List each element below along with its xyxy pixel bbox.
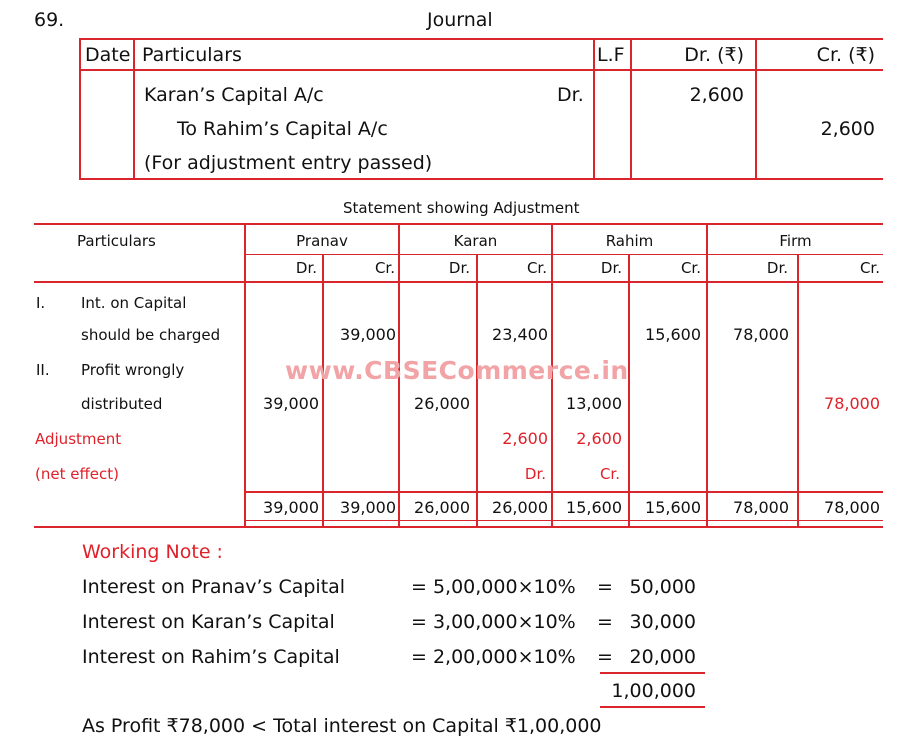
row-i-number: I.: [36, 294, 46, 312]
total-firm-cr: 78,000: [824, 498, 880, 517]
sum-rule-bottom: [600, 706, 705, 708]
row-ii-number: II.: [36, 361, 50, 379]
row-ii-karan-dr: 26,000: [414, 394, 470, 413]
narration: (For adjustment entry passed): [144, 152, 433, 174]
journal-bottom-rule: [79, 178, 883, 180]
sum-rule-top: [600, 672, 705, 674]
interest-line-calc: = 2,00,000×10%: [411, 646, 576, 668]
adjustment-rahim-dr: 2,600: [576, 429, 622, 448]
credit-account: To Rahim’s Capital A/c: [177, 118, 388, 140]
sub-header-dr: Dr.: [295, 259, 317, 277]
sub-header-cr: Cr.: [859, 259, 880, 277]
sub-header-dr: Dr.: [766, 259, 788, 277]
date-header: Date: [85, 44, 131, 66]
adjustment-sublabel: (net effect): [35, 465, 120, 483]
interest-line-result: 50,000: [629, 576, 696, 598]
adjustment-karan-note: Dr.: [524, 465, 546, 483]
group-header-karan: Karan: [453, 232, 498, 250]
total-rahim-dr: 15,600: [566, 498, 622, 517]
total-rahim-cr: 15,600: [645, 498, 701, 517]
statement-title: Statement showing Adjustment: [343, 199, 580, 217]
sub-header-cr: Cr.: [680, 259, 701, 277]
interest-line-calc: = 5,00,000×10%: [411, 576, 576, 598]
journal-top-rule: [79, 38, 883, 40]
interest-total: 1,00,000: [611, 680, 696, 702]
group-header-pranav: Pranav: [296, 232, 348, 250]
lf-header: L.F: [597, 44, 625, 66]
total-karan-dr: 26,000: [414, 498, 470, 517]
question-number: 69.: [34, 9, 65, 31]
total-pranav-cr: 39,000: [340, 498, 396, 517]
total-pranav-dr: 39,000: [263, 498, 319, 517]
row-ii-rahim-dr: 13,000: [566, 394, 622, 413]
row-ii-label-line2: distributed: [81, 395, 163, 413]
row-i-label-line2: should be charged: [81, 326, 221, 344]
interest-line-equals: =: [597, 576, 613, 598]
interest-line-label: Interest on Rahim’s Capital: [82, 646, 340, 668]
debit-account: Karan’s Capital A/c: [144, 84, 324, 106]
particulars-header: Particulars: [142, 44, 242, 66]
row-i-rahim-cr: 15,600: [645, 325, 701, 344]
cr-header: Cr. (₹): [816, 44, 875, 66]
row-i-karan-cr: 23,400: [492, 325, 548, 344]
interest-line-equals: =: [597, 646, 613, 668]
interest-line-label: Interest on Karan’s Capital: [82, 611, 335, 633]
group-header-firm: Firm: [779, 232, 812, 250]
row-ii-label-line1: Profit wrongly: [81, 361, 185, 379]
row-i-pranav-cr: 39,000: [340, 325, 396, 344]
interest-line-result: 30,000: [629, 611, 696, 633]
row-i-label-line1: Int. on Capital: [81, 294, 187, 312]
statement-particulars-header: Particulars: [77, 232, 156, 250]
journal-header-rule: [79, 69, 883, 71]
row-ii-pranav-dr: 39,000: [263, 394, 319, 413]
adjustment-rahim-note: Cr.: [599, 465, 620, 483]
adjustment-karan-cr: 2,600: [502, 429, 548, 448]
dr-marker: Dr.: [557, 84, 584, 106]
sub-header-cr: Cr.: [526, 259, 547, 277]
cr-amount: 2,600: [820, 118, 875, 140]
interest-line-equals: =: [597, 611, 613, 633]
adjustment-label: Adjustment: [35, 430, 122, 448]
interest-line-result: 20,000: [629, 646, 696, 668]
sub-header-cr: Cr.: [374, 259, 395, 277]
interest-line-calc: = 3,00,000×10%: [411, 611, 576, 633]
journal-title: Journal: [427, 9, 493, 31]
working-note-title: Working Note :: [82, 541, 223, 563]
conclusion: As Profit ₹78,000 < Total interest on Capital ₹1,00,000: [82, 715, 602, 737]
row-i-firm-dr: 78,000: [733, 325, 789, 344]
sub-header-dr: Dr.: [448, 259, 470, 277]
sub-header-dr: Dr.: [600, 259, 622, 277]
total-karan-cr: 26,000: [492, 498, 548, 517]
dr-header: Dr. (₹): [684, 44, 744, 66]
group-header-rahim: Rahim: [605, 232, 654, 250]
row-ii-firm-cr: 78,000: [824, 394, 880, 413]
watermark: www.CBSECommerce.in: [285, 356, 629, 385]
interest-line-label: Interest on Pranav’s Capital: [82, 576, 346, 598]
total-firm-dr: 78,000: [733, 498, 789, 517]
dr-amount: 2,600: [689, 84, 744, 106]
